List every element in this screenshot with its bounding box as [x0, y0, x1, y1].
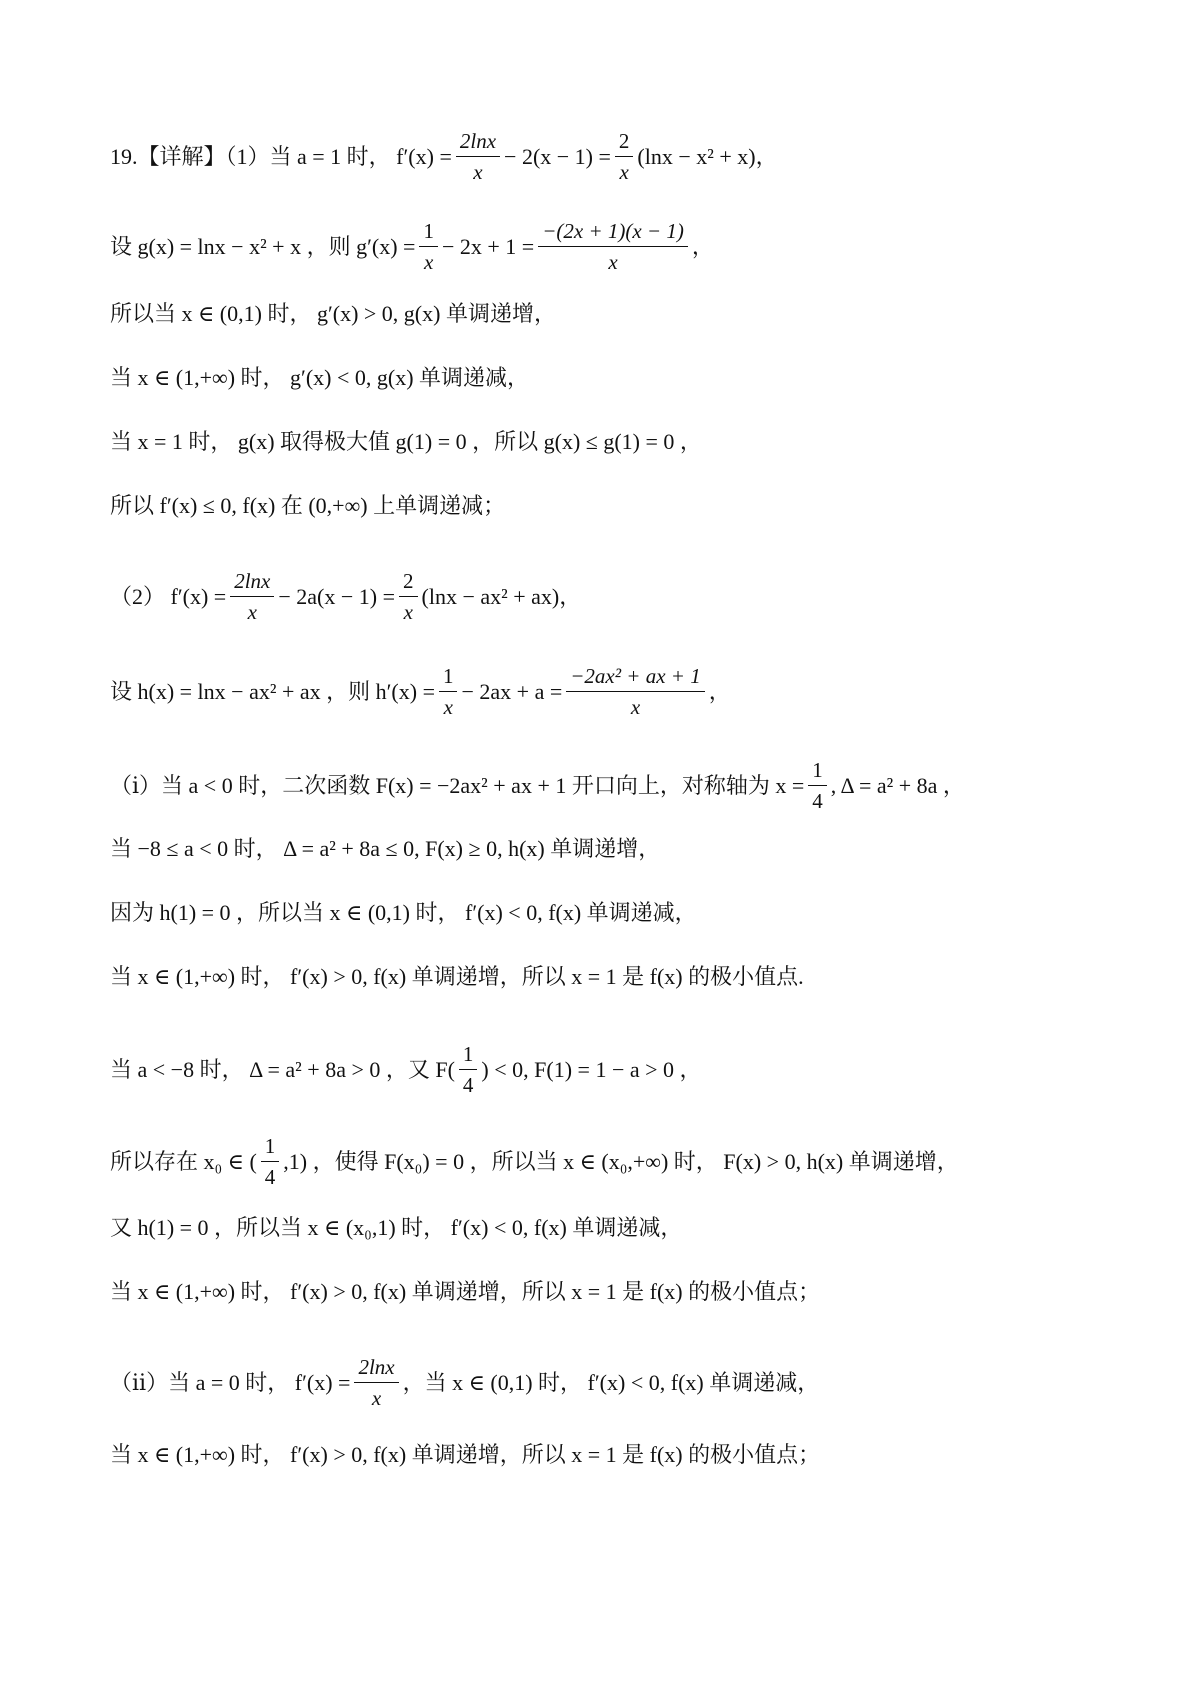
solution-line-8 [110, 663, 1110, 720]
line-text: (lnx − x² + x)， [637, 143, 778, 169]
solution-line-14 [110, 1133, 1110, 1190]
fraction-denominator: 4 [812, 789, 823, 813]
line-text: 当 x ∈ (1,+∞) 时， f′(x) > 0, f(x) 单调递增，所以 x = 1 是 f(x) 的极小值点； [110, 1279, 821, 1304]
line-text: 当 x ∈ (1,+∞) 时， f′(x) > 0, f(x) 单调递增，所以 x = 1 是 f(x) 的极小值点. [110, 964, 804, 989]
solution-line-6 [110, 491, 1110, 521]
fraction [399, 568, 418, 625]
fraction-numerator: 2lnx [354, 1354, 398, 1383]
fraction-denominator: x [247, 600, 257, 624]
fraction-numerator: 2lnx [230, 568, 274, 597]
line-text: ,1) ，使得 F(x₀) = 0 ，所以当 x ∈ (x₀,+∞) 时， F(x) > 0, h(x) 单调递增， [283, 1148, 959, 1174]
solution-line-2 [110, 218, 1110, 275]
fraction-denominator: x [473, 160, 483, 184]
fraction-denominator: 4 [264, 1165, 276, 1189]
fraction-denominator: x [608, 250, 618, 274]
solution-line-16 [110, 1277, 1110, 1307]
fraction-denominator: x [619, 160, 629, 184]
solution-line-18 [110, 1440, 1110, 1470]
solution-line-17 [110, 1354, 1110, 1411]
line-text: 当 −8 ≤ a < 0 时， Δ = a² + 8a ≤ 0, F(x) ≥ 0, h(x) 单调递增， [110, 836, 661, 861]
fraction [419, 218, 438, 275]
solution-line-12 [110, 962, 1110, 992]
fraction-numerator: 1 [808, 757, 827, 786]
fraction [615, 128, 634, 185]
line-text: 设 h(x) = lnx − ax² + ax ，则 h′(x) = [110, 678, 435, 704]
solution-line-13 [110, 1041, 1110, 1098]
line-text: ， [708, 678, 731, 704]
line-text: 所以当 x ∈ (0,1) 时， g′(x) > 0, g(x) 单调递增， [110, 301, 556, 326]
fraction-numerator: −2ax² + ax + 1 [566, 663, 704, 692]
solution-line-7 [110, 568, 1110, 625]
fraction-denominator: x [443, 695, 453, 719]
fraction-numerator: 1 [261, 1133, 280, 1162]
fraction-denominator: 4 [462, 1073, 474, 1097]
line-text: 又 h(1) = 0 ，所以当 x ∈ (x₀,1) 时， f′(x) < 0, f(x) 单调递减， [110, 1215, 683, 1240]
fraction-numerator: −(2x + 1)(x − 1) [538, 218, 688, 247]
line-text: 所以存在 x₀ ∈ ( [110, 1148, 257, 1174]
line-text: 当 x = 1 时， g(x) 取得极大值 g(1) = 0 ，所以 g(x) ≤ g(1) = 0 ， [110, 429, 702, 454]
line-text: 当 x ∈ (1,+∞) 时， f′(x) > 0, f(x) 单调递增，所以 x = 1 是 f(x) 的极小值点； [110, 1442, 821, 1467]
fraction [230, 568, 274, 625]
line-text: 当 a < −8 时， Δ = a² + 8a > 0 ，又 F( [110, 1056, 455, 1082]
line-text: (lnx − ax² + ax)， [421, 583, 582, 609]
line-text: ，当 x ∈ (0,1) 时， f′(x) < 0, f(x) 单调递减， [402, 1369, 820, 1395]
fraction [808, 757, 827, 814]
fraction-denominator: x [371, 1386, 382, 1410]
line-text: 因为 h(1) = 0 ，所以当 x ∈ (0,1) 时， f′(x) < 0, f(x) 单调递减， [110, 900, 697, 925]
solution-line-15 [110, 1213, 1110, 1243]
fraction-denominator: x [403, 600, 413, 624]
solution-line-3 [110, 299, 1110, 329]
solution-line-1 [110, 128, 1110, 185]
fraction [538, 218, 688, 275]
fraction-numerator: 1 [419, 218, 438, 247]
solution-line-10 [110, 834, 1110, 864]
fraction [439, 663, 458, 720]
fraction-denominator: x [630, 695, 641, 719]
fraction-numerator: 2 [399, 568, 418, 597]
fraction [456, 128, 500, 185]
line-text: （ⅱ）当 a = 0 时， f′(x) = [110, 1369, 351, 1395]
line-text: 设 g(x) = lnx − x² + x ，则 g′(x) = [110, 233, 416, 259]
fraction [354, 1354, 398, 1411]
line-text: （2） f′(x) = [110, 583, 227, 609]
line-text: − 2(x − 1) = [504, 143, 611, 169]
line-text: − 2a(x − 1) = [278, 583, 395, 609]
fraction [459, 1041, 478, 1098]
line-text: （ⅰ）当 a < 0 时，二次函数 F(x) = −2ax² + ax + 1 开口向上，对称轴为 x = [110, 772, 805, 798]
fraction [566, 663, 704, 720]
line-text: , Δ = a² + 8a ， [830, 772, 965, 798]
solution-line-11 [110, 898, 1110, 928]
fraction-numerator: 1 [459, 1041, 478, 1070]
line-text: 当 x ∈ (1,+∞) 时， g′(x) < 0, g(x) 单调递减， [110, 365, 530, 390]
line-text: − 2ax + a = [461, 678, 563, 704]
fraction-denominator: x [424, 250, 434, 274]
solution-line-4 [110, 363, 1110, 393]
line-text: ， [691, 233, 714, 259]
fraction-numerator: 2lnx [456, 128, 500, 157]
fraction [261, 1133, 280, 1190]
fraction-numerator: 2 [615, 128, 634, 157]
line-text: 19.【详解】（1）当 a = 1 时， f′(x) = [110, 143, 452, 169]
solution-line-5 [110, 427, 1110, 457]
solution-line-9 [110, 757, 1110, 814]
line-text: 所以 f′(x) ≤ 0, f(x) 在 (0,+∞) 上单调递减； [110, 493, 506, 518]
fraction-numerator: 1 [439, 663, 458, 692]
line-text: − 2x + 1 = [441, 233, 535, 259]
line-text: ) < 0, F(1) = 1 − a > 0 ， [481, 1056, 702, 1082]
